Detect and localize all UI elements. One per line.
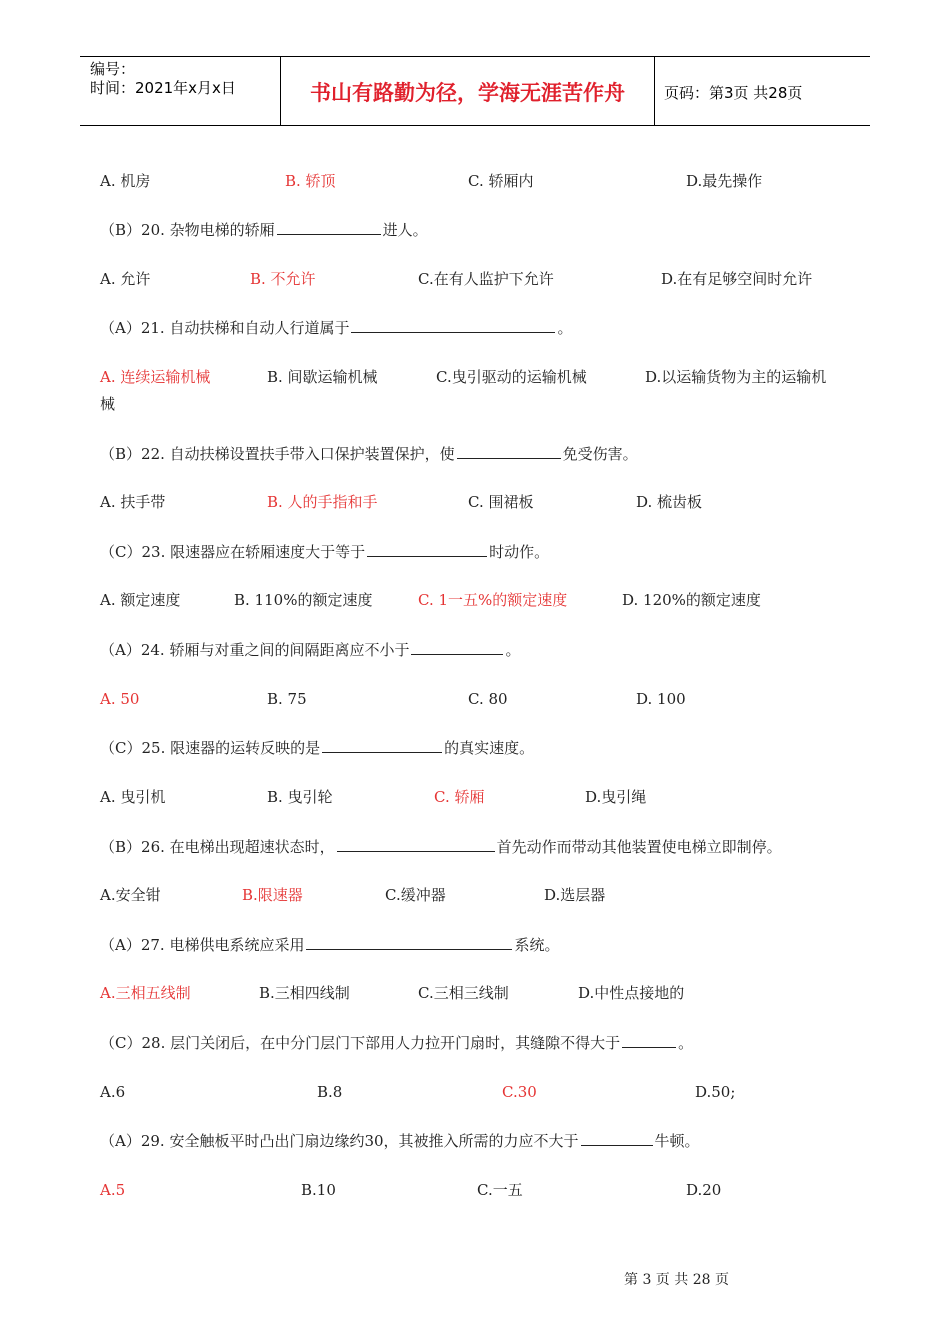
q21-option-b: B. 间歇运输机械: [267, 368, 378, 386]
header-meta: [90, 60, 236, 98]
q22-option-a: A. 扶手带: [100, 493, 166, 511]
question-26: [100, 835, 782, 858]
question-22: [100, 442, 638, 465]
q28-option-a: A.6: [100, 1083, 126, 1101]
question-text: （A）24. 轿厢与对重之间的间隔距离应不小于: [100, 641, 410, 659]
page-header: [80, 56, 870, 126]
question-text: 。: [678, 1034, 694, 1052]
question-28: [100, 1031, 693, 1054]
q22-option-b: B. 人的手指和手: [267, 493, 378, 511]
question-text: 的真实速度。: [444, 739, 535, 757]
q25-option-b: B. 曳引轮: [267, 788, 333, 806]
q21-option-d: D.以运输货物为主的运输机: [645, 368, 827, 386]
answer-blank: [581, 1129, 653, 1146]
q28-option-c: C.30: [502, 1083, 537, 1101]
answer-blank: [351, 316, 555, 333]
q29-option-a: A.5: [100, 1181, 126, 1199]
header-motto: 书山有路勤为径，学海无涯苦作舟: [310, 81, 625, 105]
q20-option-a: A. 允许: [100, 270, 151, 288]
q27-option-d: D.中性点接地的: [578, 984, 685, 1002]
q29-option-c: C.一五: [477, 1181, 523, 1199]
question-24: [100, 638, 520, 661]
q26-option-d: D.选层器: [544, 886, 606, 904]
q27-option-c: C.三相三线制: [418, 984, 509, 1002]
question-27: [100, 933, 559, 956]
question-text: （B）22. 自动扶梯设置扶手带入口保护装置保护，使: [100, 445, 455, 463]
question-text: 免受伤害。: [562, 445, 638, 463]
q23-option-a: A. 额定速度: [100, 591, 181, 609]
q28-option-d: D.50;: [695, 1083, 736, 1101]
q19-option-d: D.最先操作: [686, 172, 763, 190]
question-text: 系统。: [514, 936, 560, 954]
q21-option-a: A. 连续运输机械: [100, 368, 211, 386]
answer-blank: [337, 835, 495, 852]
answer-blank: [411, 638, 503, 655]
q24-option-d: D. 100: [636, 690, 686, 708]
q29-option-b: B.10: [301, 1181, 336, 1199]
q26-option-c: C.缓冲器: [385, 886, 446, 904]
q20-option-b: B. 不允许: [250, 270, 316, 288]
answer-blank: [367, 540, 487, 557]
header-divider: [654, 57, 655, 125]
q19-option-c: C. 轿厢内: [468, 172, 534, 190]
q24-option-c: C. 80: [468, 690, 508, 708]
question-text: 。: [505, 641, 521, 659]
number-label: 编号：: [90, 60, 136, 78]
page-footer: 第 3 页 共 28 页: [624, 1272, 729, 1288]
question-21: [100, 316, 572, 339]
question-23: [100, 540, 549, 563]
question-text: （A）29. 安全触板平时凸出门扇边缘约30，其被推入所需的力应不大于: [100, 1132, 579, 1150]
question-text: （B）26. 在电梯出现超速状态时，: [100, 838, 335, 856]
q21-option-c: C.曳引驱动的运输机械: [436, 368, 587, 386]
q25-option-c: C. 轿厢: [434, 788, 485, 806]
question-text: （B）20. 杂物电梯的轿厢: [100, 221, 275, 239]
q23-option-c: C. 1一五%的额定速度: [418, 591, 568, 609]
q24-option-a: A. 50: [100, 690, 140, 708]
q24-option-b: B. 75: [267, 690, 307, 708]
header-page-label: 页码：第3页 共28页: [664, 84, 803, 102]
question-text: （A）21. 自动扶梯和自动人行道属于: [100, 319, 350, 337]
question-text: （C）25. 限速器的运转反映的是: [100, 739, 321, 757]
answer-blank: [306, 933, 512, 950]
q25-option-a: A. 曳引机: [100, 788, 166, 806]
question-text: （A）27. 电梯供电系统应采用: [100, 936, 305, 954]
q27-option-a: A.三相五线制: [100, 984, 191, 1002]
q26-option-a: A.安全钳: [100, 886, 161, 904]
q23-option-d: D. 120%的额定速度: [622, 591, 761, 609]
answer-blank: [457, 442, 561, 459]
q26-option-b: B.限速器: [242, 886, 303, 904]
question-text: 首先动作而带动其他装置使电梯立即制停。: [496, 838, 782, 856]
q19-option-b: B. 轿顶: [285, 172, 336, 190]
answer-blank: [622, 1031, 676, 1048]
q21-option-d-wrap: 械: [100, 395, 116, 413]
answer-blank: [277, 218, 381, 235]
q27-option-b: B.三相四线制: [259, 984, 350, 1002]
question-text: 进人。: [382, 221, 428, 239]
question-25: [100, 736, 534, 759]
q19-option-a: A. 机房: [100, 172, 151, 190]
q28-option-b: B.8: [317, 1083, 343, 1101]
question-text: 。: [557, 319, 573, 337]
q29-option-d: D.20: [686, 1181, 722, 1199]
question-20: [100, 218, 428, 241]
question-text: 时动作。: [489, 543, 550, 561]
question-text: 牛顿。: [654, 1132, 700, 1150]
question-text: （C）23. 限速器应在轿厢速度大于等于: [100, 543, 366, 561]
answer-blank: [322, 736, 442, 753]
q25-option-d: D.曳引绳: [585, 788, 647, 806]
q20-option-c: C.在有人监护下允许: [418, 270, 554, 288]
q22-option-c: C. 围裙板: [468, 493, 534, 511]
question-29: [100, 1129, 700, 1152]
q23-option-b: B. 110%的额定速度: [234, 591, 373, 609]
time-label: 时间：2021年x月x日: [90, 79, 236, 97]
q22-option-d: D. 梳齿板: [636, 493, 703, 511]
question-text: （C）28. 层门关闭后，在中分门层门下部用人力拉开门扇时，其缝隙不得大于: [100, 1034, 621, 1052]
q20-option-d: D.在有足够空间时允许: [661, 270, 813, 288]
